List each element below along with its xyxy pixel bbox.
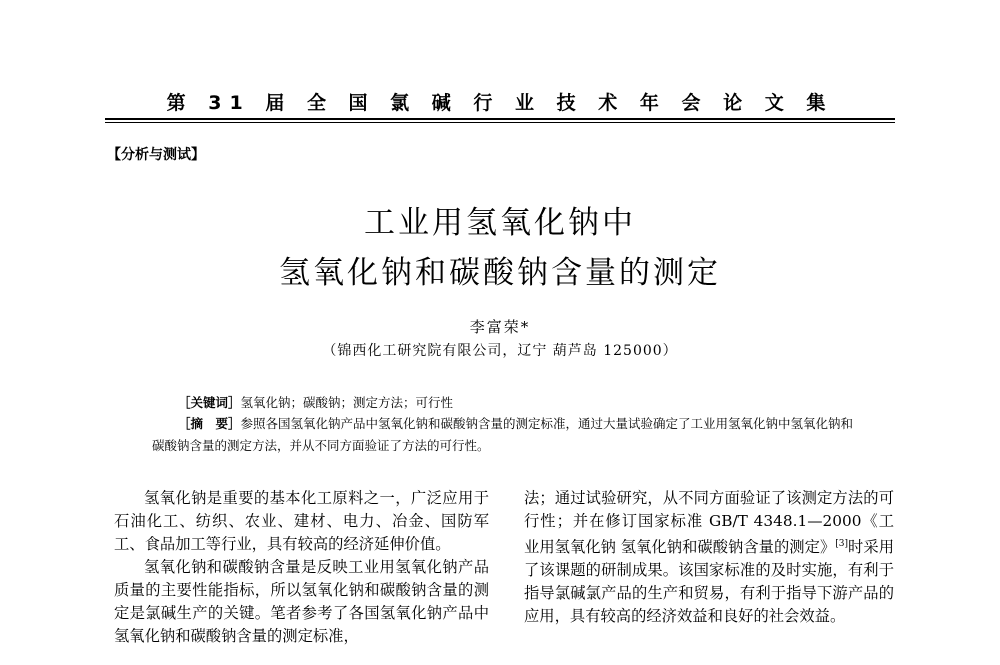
keywords-text: 氢氧化钠；碳酸钠；测定方法；可行性 (240, 395, 454, 410)
author: 李富荣* (469, 318, 531, 336)
body-right-column (524, 487, 894, 628)
header-rule-thick (105, 118, 895, 120)
paragraph-text: 时采用了该课题的研制成果。该国家标准的及时实施，有利于指导氯碱氯产品的生产和贸易，有利于指导下游产品的应用，具有较高的经济效益和良好的社会效益。 (524, 538, 894, 626)
paragraph-text: 法；通过试验研究，从不同方面验证了该测定方法的可行性；并在修订国家标准 GB/T 4348.1—2000《工业用氢氧化钠 氢氧化钠和碳酸钠含量的测定》 (524, 489, 894, 557)
body-left-column (114, 487, 489, 648)
title-line-2: 氢氧化钠和碳酸钠含量的测定 (279, 255, 721, 291)
keywords-label: ［关键词］ (178, 395, 241, 410)
title-line-1: 工业用氢氧化钠中 (364, 205, 636, 241)
journal-header: 第 31 届 全 国 氯 碱 行 业 技 术 年 会 论 文 集 (166, 92, 834, 114)
affiliation: （锦西化工研究院有限公司，辽宁 葫芦岛 125000） (322, 343, 678, 359)
abstract (152, 413, 857, 457)
paragraph: 氢氧化钠是重要的基本化工原料之一，广泛应用于石油化工、纺织、农业、建材、电力、冶金、国防军工、食品加工等行业，具有较高的经济延伸价值。 (114, 489, 489, 553)
keywords (178, 393, 453, 411)
abstract-text: 参照各国氢氧化钠产品中氢氧化钠和碳酸钠含量的测定标准，通过大量试验确定了工业用氢氧化钠中氢氧化钠和碳酸钠含量的测定方法，并从不同方面验证了方法的可行性。 (152, 416, 854, 453)
paragraph: 氢氧化钠和碳酸钠含量是反映工业用氢氧化钠产品质量的主要性能指标，所以氢氧化钠和碳酸钠含量的测定是氯碱生产的关键。笔者参考了各国氢氧化钠产品中氢氧化钠和碳酸钠含量的测定标准， (114, 558, 489, 645)
abstract-label: ［摘 要］ (178, 416, 241, 431)
header-rule-thin (105, 122, 895, 123)
citation-ref: [3] (835, 539, 849, 549)
section-label: 【分析与测试】 (107, 147, 205, 163)
paragraph (524, 487, 894, 628)
